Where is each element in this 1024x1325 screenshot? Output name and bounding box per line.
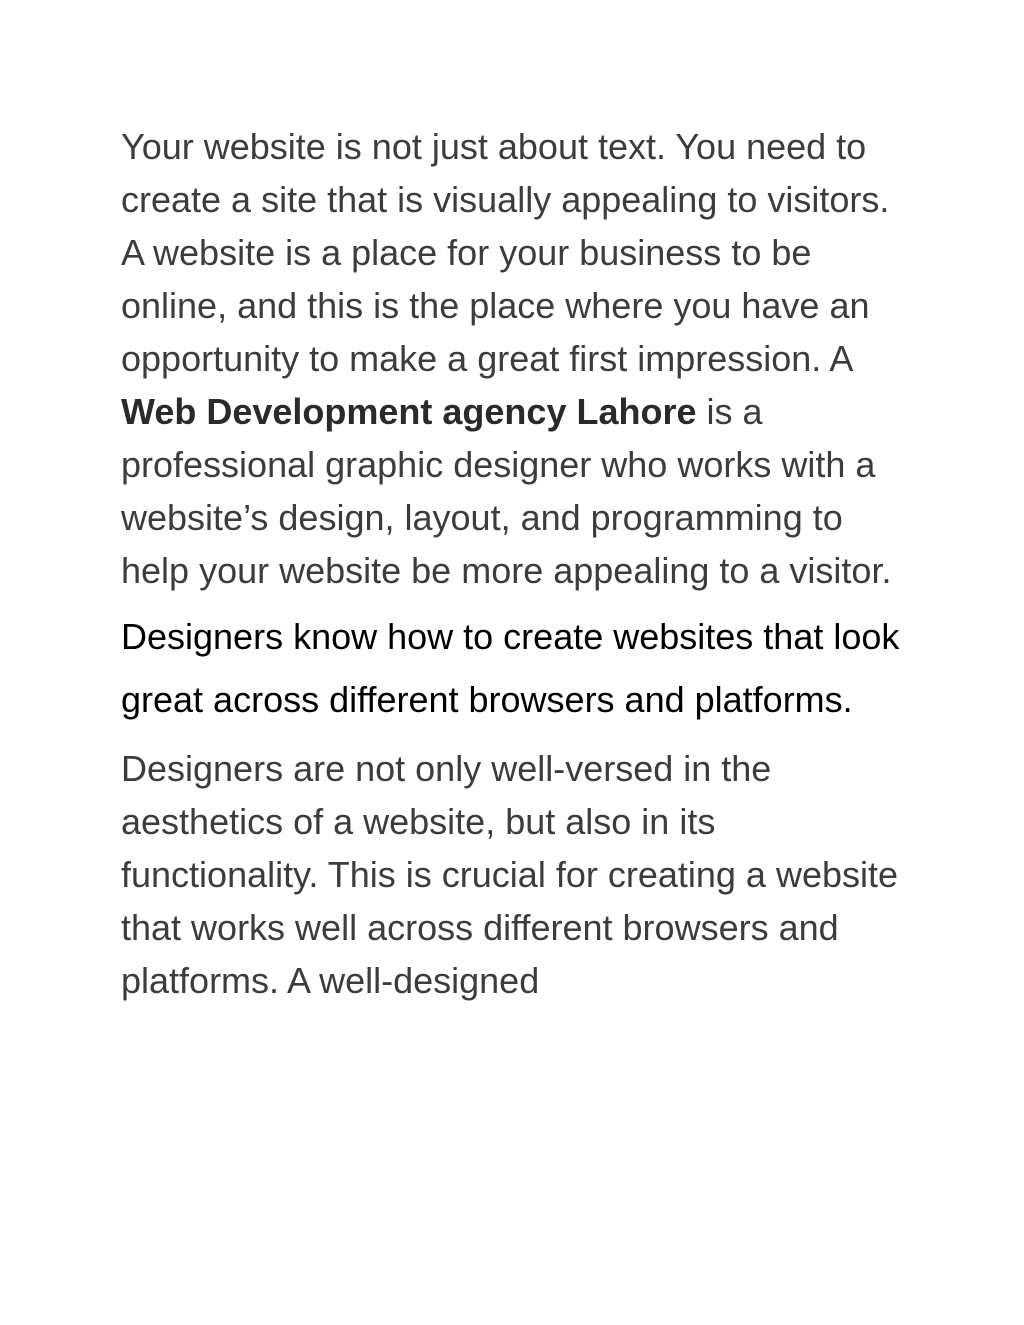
paragraph-designers-functionality: Designers are not only well-versed in the aesthetics of a website, but also in its functionality. This is crucial for creating a website that works well across different browsers and platforms. A well-designed (121, 748, 899, 1001)
web-development-agency-link[interactable]: Web Development agency Lahore (121, 391, 697, 432)
paragraph-designers-know: Designers know how to create websites that look great across different browsers and platforms. (121, 616, 900, 720)
paragraph-intro-text-before: Your website is not just about text. You need to create a site that is visually appealing to visitors. A website is a place for your business to be online, and this is the place where you have an opportunity to make a great first impression. A (121, 126, 890, 379)
paragraph-intro (121, 120, 911, 597)
document-page (121, 120, 911, 1007)
paragraph-intro-text-after: is a professional graphic designer who works with a website’s design, layout, and programming to help your website be more appealing to a visitor. (121, 391, 892, 591)
